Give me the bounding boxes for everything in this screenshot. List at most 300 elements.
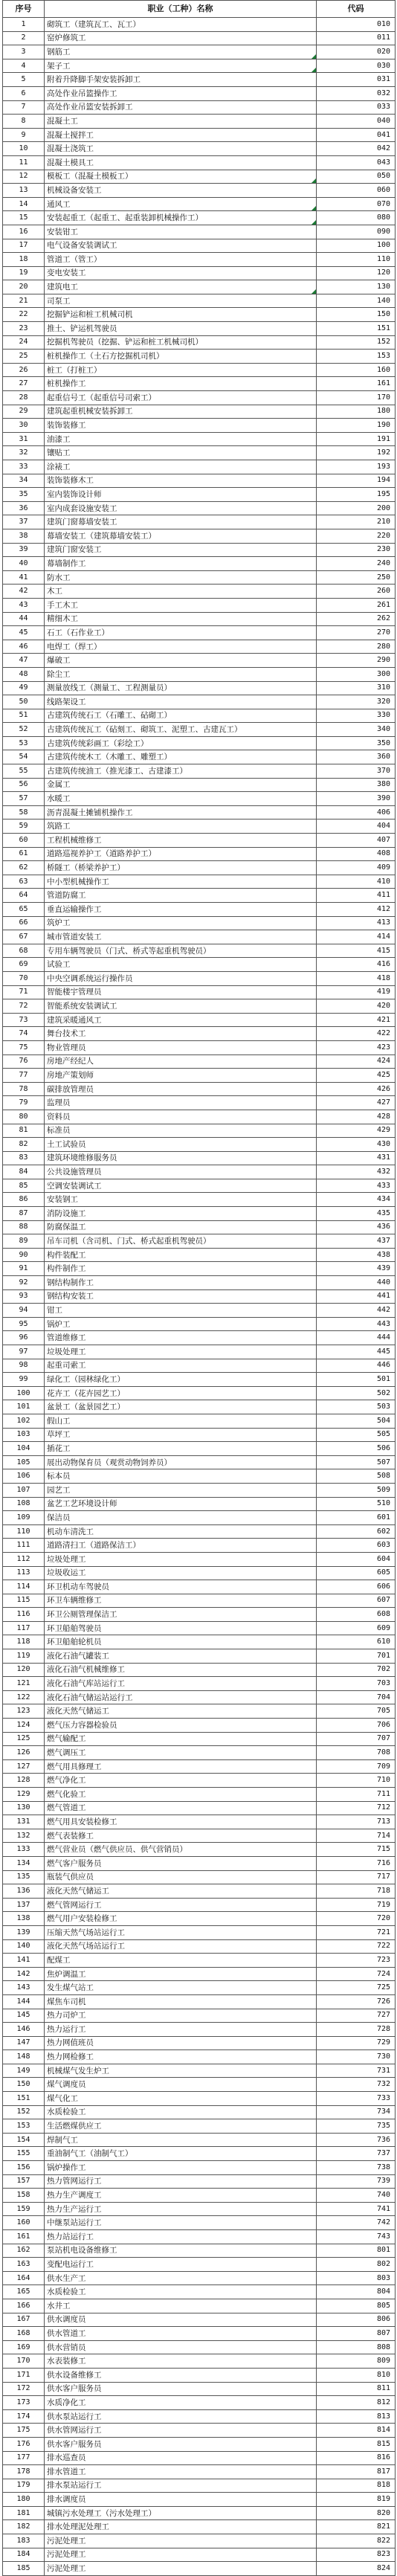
occupation-code: 411 <box>317 889 396 903</box>
occupation-code: 717 <box>317 1870 396 1884</box>
occupation-code: 805 <box>317 2299 396 2313</box>
occupation-name <box>45 1690 317 1704</box>
occupation-name <box>45 916 317 930</box>
row-number: 115 <box>3 1594 45 1608</box>
occupation-name <box>45 2271 317 2285</box>
table-row <box>3 2548 396 2562</box>
table-row <box>3 2189 396 2203</box>
occupation-name <box>45 100 317 115</box>
table-row <box>3 1566 396 1580</box>
occupation-code: 823 <box>317 2548 396 2562</box>
table-row <box>3 681 396 695</box>
occupation-code: 601 <box>317 1511 396 1525</box>
occupation-name <box>45 1234 317 1249</box>
occupation-name <box>45 695 317 709</box>
occupation-name <box>45 875 317 889</box>
occupation-code: 711 <box>317 1788 396 1802</box>
row-number: 182 <box>3 2520 45 2534</box>
table-row <box>3 460 396 474</box>
occupation-name-text: 工程机械维修工 <box>47 835 102 845</box>
occupation-code: 820 <box>317 2506 396 2520</box>
row-number: 114 <box>3 1580 45 1594</box>
occupation-name-text: 液化天然气储运工 <box>47 1707 109 1716</box>
table-row <box>3 1801 396 1815</box>
occupation-name <box>45 1400 317 1414</box>
occupation-code: 803 <box>317 2271 396 2285</box>
row-number: 53 <box>3 736 45 750</box>
occupation-name-text: 水质净化工 <box>47 2398 86 2407</box>
occupation-code: 120 <box>317 266 396 280</box>
occupation-name <box>45 1843 317 1857</box>
table-row <box>3 128 396 142</box>
row-number: 155 <box>3 2147 45 2161</box>
table-row <box>3 294 396 308</box>
table-row <box>3 750 396 764</box>
occupation-name <box>45 1649 317 1664</box>
occupation-code: 721 <box>317 1925 396 1939</box>
occupation-code: 430 <box>317 1138 396 1152</box>
occupation-name-text: 混凝土工 <box>47 116 78 126</box>
occupation-name <box>45 2493 317 2507</box>
occupation-name-text: 机动车清洗工 <box>47 1527 94 1536</box>
occupation-name <box>45 681 317 695</box>
occupation-code: 505 <box>317 1428 396 1442</box>
row-number: 139 <box>3 1925 45 1939</box>
occupation-name-text: 液化石油气库站运行工 <box>47 1679 125 1689</box>
occupation-name <box>45 654 317 668</box>
table-row <box>3 1704 396 1719</box>
row-number: 32 <box>3 446 45 460</box>
table-row <box>3 2050 396 2064</box>
row-number: 171 <box>3 2368 45 2382</box>
table-row <box>3 45 396 59</box>
row-number: 63 <box>3 875 45 889</box>
row-number: 137 <box>3 1898 45 1912</box>
occupation-code: 702 <box>317 1663 396 1677</box>
occupation-name <box>45 1179 317 1193</box>
occupation-code: 030 <box>317 59 396 73</box>
occupation-name <box>45 805 317 820</box>
occupation-name <box>45 2340 317 2354</box>
occupation-code: 501 <box>317 1373 396 1387</box>
occupation-code: 814 <box>317 2424 396 2438</box>
table-row <box>3 709 396 723</box>
row-number: 27 <box>3 377 45 391</box>
occupation-name-text: 架子工 <box>47 61 71 71</box>
table-row <box>3 1428 396 1442</box>
table-row <box>3 2230 396 2244</box>
table-row <box>3 570 396 585</box>
occupation-name-text: 煤气调度员 <box>47 2080 86 2090</box>
occupation-name-text: 挖掘机驾驶员（挖掘、铲运和桩工机械司机） <box>47 338 203 347</box>
occupation-code: 442 <box>317 1304 396 1318</box>
table-row <box>3 1483 396 1497</box>
occupation-name <box>45 1580 317 1594</box>
occupation-name <box>45 626 317 640</box>
occupation-name-text: 电气设备安装调试工 <box>47 241 117 251</box>
occupation-name <box>45 239 317 253</box>
row-number: 108 <box>3 1497 45 1511</box>
occupation-code: 738 <box>317 2161 396 2175</box>
row-number: 117 <box>3 1621 45 1635</box>
occupation-name <box>45 2009 317 2023</box>
table-row <box>3 598 396 612</box>
row-number: 29 <box>3 405 45 419</box>
occupation-name <box>45 985 317 999</box>
occupation-name <box>45 1954 317 1968</box>
row-number: 39 <box>3 543 45 557</box>
occupation-name-text: 古建筑传统瓦工（砧刻工、砌筑工、泥塑工、古建瓦工） <box>47 725 242 735</box>
occupation-code: 192 <box>317 446 396 460</box>
occupation-name <box>45 2078 317 2092</box>
occupation-name-text: 古建筑传统石工（石雕工、砧砌工） <box>47 711 172 721</box>
occupation-name-text: 幕墙安装工（建筑幕墙安装工） <box>47 531 156 541</box>
row-number: 44 <box>3 612 45 626</box>
occupation-name-text: 液化天然气储运工 <box>47 1886 109 1896</box>
table-row <box>3 1207 396 1221</box>
table-row <box>3 253 396 267</box>
occupation-code: 741 <box>317 2202 396 2216</box>
occupation-name <box>45 1096 317 1110</box>
occupation-code: 428 <box>317 1110 396 1124</box>
occupation-name-text: 消防设施工 <box>47 1208 86 1218</box>
occupation-code: 602 <box>317 1524 396 1539</box>
occupation-code: 438 <box>317 1248 396 1262</box>
occupation-name-text: 燃气用户安装检修工 <box>47 1914 117 1924</box>
occupation-name <box>45 709 317 723</box>
occupation-name <box>45 1552 317 1566</box>
occupation-name-text: 模板工（混凝土模板工） <box>47 172 133 181</box>
occupation-name <box>45 1635 317 1649</box>
occupation-name-text: 防水工 <box>47 573 71 582</box>
row-number: 165 <box>3 2285 45 2299</box>
table-row <box>3 1248 396 1262</box>
occupation-code: 050 <box>317 170 396 184</box>
occupation-name-text: 公共设施管理员 <box>47 1168 102 1177</box>
occupation-name <box>45 1207 317 1221</box>
occupation-name <box>45 792 317 806</box>
row-number: 175 <box>3 2424 45 2438</box>
occupation-name-text: 中继泵站运行工 <box>47 2218 102 2228</box>
occupation-name-text: 液化石油气罐装工 <box>47 1651 109 1661</box>
table-row <box>3 1815 396 1829</box>
occupation-code: 718 <box>317 1884 396 1899</box>
row-number: 55 <box>3 764 45 779</box>
row-number: 160 <box>3 2216 45 2230</box>
header-code: 代码 <box>317 1 396 18</box>
occupation-name-text: 机械煤气发生炉工 <box>47 2066 109 2076</box>
row-number: 147 <box>3 2036 45 2050</box>
occupation-code: 230 <box>317 543 396 557</box>
occupation-name-text: 城镇污水处理工（污水处理工） <box>47 2508 156 2518</box>
table-row <box>3 2285 396 2299</box>
row-number: 6 <box>3 86 45 100</box>
occupation-name <box>45 1040 317 1054</box>
table-row <box>3 1400 396 1414</box>
occupation-name-text: 测量放线工（测量工、工程测量员） <box>47 683 172 693</box>
row-number: 136 <box>3 1884 45 1899</box>
table-row <box>3 1719 396 1733</box>
occupation-name <box>45 2409 317 2424</box>
occupation-name-text: 房地产经纪人 <box>47 1057 94 1066</box>
header-no: 序号 <box>3 1 45 18</box>
occupation-code: 434 <box>317 1193 396 1207</box>
occupation-name <box>45 2562 317 2576</box>
row-number: 13 <box>3 184 45 198</box>
occupation-name-text: 油漆工 <box>47 434 71 444</box>
occupation-code: 409 <box>317 861 396 875</box>
occupation-code: 812 <box>317 2396 396 2410</box>
occupation-name <box>45 1856 317 1870</box>
occupation-code: 190 <box>317 419 396 433</box>
occupation-code: 801 <box>317 2244 396 2258</box>
table-row <box>3 985 396 999</box>
occupation-name-text: 爆破工 <box>47 656 71 666</box>
occupation-name-text: 标准员 <box>47 1126 71 1136</box>
occupation-name <box>45 723 317 737</box>
occupation-name-text: 建筑环境维修服务员 <box>47 1153 117 1163</box>
occupation-name-text: 安装钳工 <box>47 227 78 236</box>
occupation-name-text: 供水管网运行工 <box>47 2426 102 2435</box>
table-row <box>3 2493 396 2507</box>
occupation-code: 734 <box>317 2105 396 2119</box>
row-number: 16 <box>3 225 45 239</box>
table-row <box>3 2147 396 2161</box>
occupation-code: 436 <box>317 1220 396 1234</box>
table-row <box>3 736 396 750</box>
row-number: 100 <box>3 1386 45 1400</box>
occupation-name-text: 排水管道工 <box>47 2467 86 2476</box>
occupation-code: 160 <box>317 363 396 377</box>
table-row <box>3 2258 396 2272</box>
occupation-name <box>45 18 317 32</box>
occupation-code: 724 <box>317 1967 396 1981</box>
row-number: 47 <box>3 654 45 668</box>
occupation-name <box>45 2174 317 2189</box>
occupation-name <box>45 2437 317 2451</box>
row-number: 152 <box>3 2105 45 2119</box>
occupation-code: 736 <box>317 2133 396 2147</box>
occupation-code: 042 <box>317 142 396 156</box>
occupation-name-text: 燃气调压工 <box>47 1748 86 1758</box>
row-number: 121 <box>3 1677 45 1691</box>
occupation-name-text: 液化石油气储运站运行工 <box>47 1693 133 1702</box>
occupation-name <box>45 1884 317 1899</box>
occupation-name <box>45 1608 317 1622</box>
occupation-code: 412 <box>317 903 396 917</box>
row-number: 68 <box>3 944 45 958</box>
occupation-name <box>45 1912 317 1926</box>
row-number: 184 <box>3 2548 45 2562</box>
occupation-code: 380 <box>317 778 396 792</box>
occupation-name <box>45 1248 317 1262</box>
occupation-name <box>45 1345 317 1359</box>
occupation-name-text: 专用车辆驾驶员（门式、桥式等起重机驾驶员） <box>47 946 211 956</box>
table-row <box>3 2133 396 2147</box>
occupation-name <box>45 1262 317 1276</box>
table-row <box>3 1469 396 1484</box>
table-row <box>3 1732 396 1746</box>
table-row <box>3 1774 396 1788</box>
occupation-name-text: 混凝土浇筑工 <box>47 144 94 154</box>
occupation-name <box>45 170 317 184</box>
occupation-code: 809 <box>317 2354 396 2369</box>
table-row <box>3 2396 396 2410</box>
occupation-code: 420 <box>317 999 396 1014</box>
table-row <box>3 1843 396 1857</box>
table-row <box>3 1414 396 1428</box>
occupation-code: 813 <box>317 2409 396 2424</box>
occupation-code: 722 <box>317 1939 396 1954</box>
occupation-name <box>45 764 317 779</box>
occupation-code: 310 <box>317 681 396 695</box>
row-number: 34 <box>3 474 45 488</box>
occupation-name-text: 燃气管道工 <box>47 1803 86 1813</box>
occupation-name-text: 水暖工 <box>47 794 71 804</box>
occupation-name-text: 污泥处理工 <box>47 2564 86 2574</box>
occupation-name <box>45 2147 317 2161</box>
cell-comment-marker-icon <box>312 54 316 59</box>
occupation-name-text: 智能楼宇管理员 <box>47 988 102 997</box>
occupation-code: 041 <box>317 128 396 142</box>
row-number: 154 <box>3 2133 45 2147</box>
row-number: 10 <box>3 142 45 156</box>
occupation-name-text: 涂裱工 <box>47 462 71 471</box>
occupation-name <box>45 335 317 350</box>
occupation-name-text: 燃气用具安装检修工 <box>47 1817 117 1826</box>
occupation-name-text: 手工木工 <box>47 600 78 610</box>
table-row <box>3 170 396 184</box>
occupation-name-text: 桩工（打桩工） <box>47 365 102 375</box>
table-row <box>3 501 396 515</box>
occupation-name-text: 石工（石作业工） <box>47 628 109 637</box>
occupation-name <box>45 474 317 488</box>
row-number: 106 <box>3 1469 45 1484</box>
occupation-name <box>45 1428 317 1442</box>
row-number: 94 <box>3 1304 45 1318</box>
row-number: 23 <box>3 322 45 336</box>
occupation-name-text: 插花工 <box>47 1443 71 1453</box>
occupation-code: 422 <box>317 1027 396 1041</box>
occupation-name-text: 变电安装工 <box>47 268 86 278</box>
occupation-name-text: 供水管道工 <box>47 2328 86 2338</box>
occupation-name <box>45 2534 317 2548</box>
row-number: 128 <box>3 1774 45 1788</box>
row-number: 122 <box>3 1690 45 1704</box>
table-row <box>3 2424 396 2438</box>
occupation-name <box>45 1746 317 1760</box>
occupation-name <box>45 834 317 848</box>
row-number: 75 <box>3 1040 45 1054</box>
occupation-name-text: 管道维修工 <box>47 1333 86 1343</box>
table-row <box>3 834 396 848</box>
row-number: 98 <box>3 1359 45 1373</box>
row-number: 149 <box>3 2064 45 2078</box>
row-number: 180 <box>3 2493 45 2507</box>
cell-comment-marker-icon <box>312 68 316 72</box>
row-number: 164 <box>3 2271 45 2285</box>
table-row <box>3 654 396 668</box>
occupation-name <box>45 1815 317 1829</box>
occupation-name-text: 配煤工 <box>47 1955 71 1965</box>
occupation-name <box>45 1124 317 1138</box>
occupation-name <box>45 2050 317 2064</box>
occupation-name <box>45 1524 317 1539</box>
occupation-code: 261 <box>317 598 396 612</box>
table-row <box>3 847 396 861</box>
occupation-code: 815 <box>317 2437 396 2451</box>
occupation-name <box>45 515 317 529</box>
occupation-name <box>45 1386 317 1400</box>
row-number: 72 <box>3 999 45 1014</box>
occupation-name <box>45 350 317 364</box>
table-row <box>3 1690 396 1704</box>
occupation-name-text: 桩机操作工 <box>47 379 86 389</box>
table-row <box>3 1580 396 1594</box>
occupation-name-text: 资料员 <box>47 1112 71 1121</box>
occupation-name <box>45 73 317 87</box>
row-number: 177 <box>3 2451 45 2465</box>
occupation-name <box>45 667 317 681</box>
table-row <box>3 1317 396 1331</box>
occupation-name <box>45 280 317 294</box>
occupation-name <box>45 1054 317 1069</box>
table-row <box>3 805 396 820</box>
row-number: 134 <box>3 1856 45 1870</box>
occupation-name <box>45 405 317 419</box>
table-row <box>3 971 396 985</box>
occupation-code: 743 <box>317 2230 396 2244</box>
occupation-code: 432 <box>317 1165 396 1179</box>
occupation-code: 808 <box>317 2340 396 2354</box>
occupation-name-text: 电焊工（焊工） <box>47 642 102 651</box>
occupation-code: 701 <box>317 1649 396 1664</box>
occupation-name <box>45 543 317 557</box>
table-row <box>3 1110 396 1124</box>
occupation-name <box>45 1981 317 1995</box>
table-row <box>3 1179 396 1193</box>
occupation-name <box>45 1719 317 1733</box>
table-row <box>3 2562 396 2576</box>
occupation-name-text: 装饰装修工 <box>47 421 86 431</box>
row-number: 109 <box>3 1511 45 1525</box>
row-number: 73 <box>3 1013 45 1027</box>
table-row <box>3 184 396 198</box>
occupation-name <box>45 2479 317 2493</box>
row-number: 91 <box>3 1262 45 1276</box>
row-number: 153 <box>3 2119 45 2134</box>
table-row <box>3 1193 396 1207</box>
occupation-name <box>45 1138 317 1152</box>
occupation-code: 340 <box>317 723 396 737</box>
occupation-code: 418 <box>317 971 396 985</box>
occupation-name-text: 古建筑传统木工（木雕工、雕塑工） <box>47 753 172 762</box>
table-row <box>3 2216 396 2230</box>
occupation-code: 414 <box>317 930 396 944</box>
occupation-name <box>45 86 317 100</box>
occupation-code: 360 <box>317 750 396 764</box>
row-number: 3 <box>3 45 45 59</box>
occupation-name <box>45 820 317 834</box>
occupation-code: 706 <box>317 1719 396 1733</box>
occupation-name <box>45 2202 317 2216</box>
occupation-code: 426 <box>317 1082 396 1096</box>
occupation-name-text: 钢结构制作工 <box>47 1278 94 1287</box>
table-row <box>3 1373 396 1387</box>
occupation-name-text: 供水生产工 <box>47 2273 86 2283</box>
row-number: 103 <box>3 1428 45 1442</box>
table-row <box>3 1649 396 1664</box>
